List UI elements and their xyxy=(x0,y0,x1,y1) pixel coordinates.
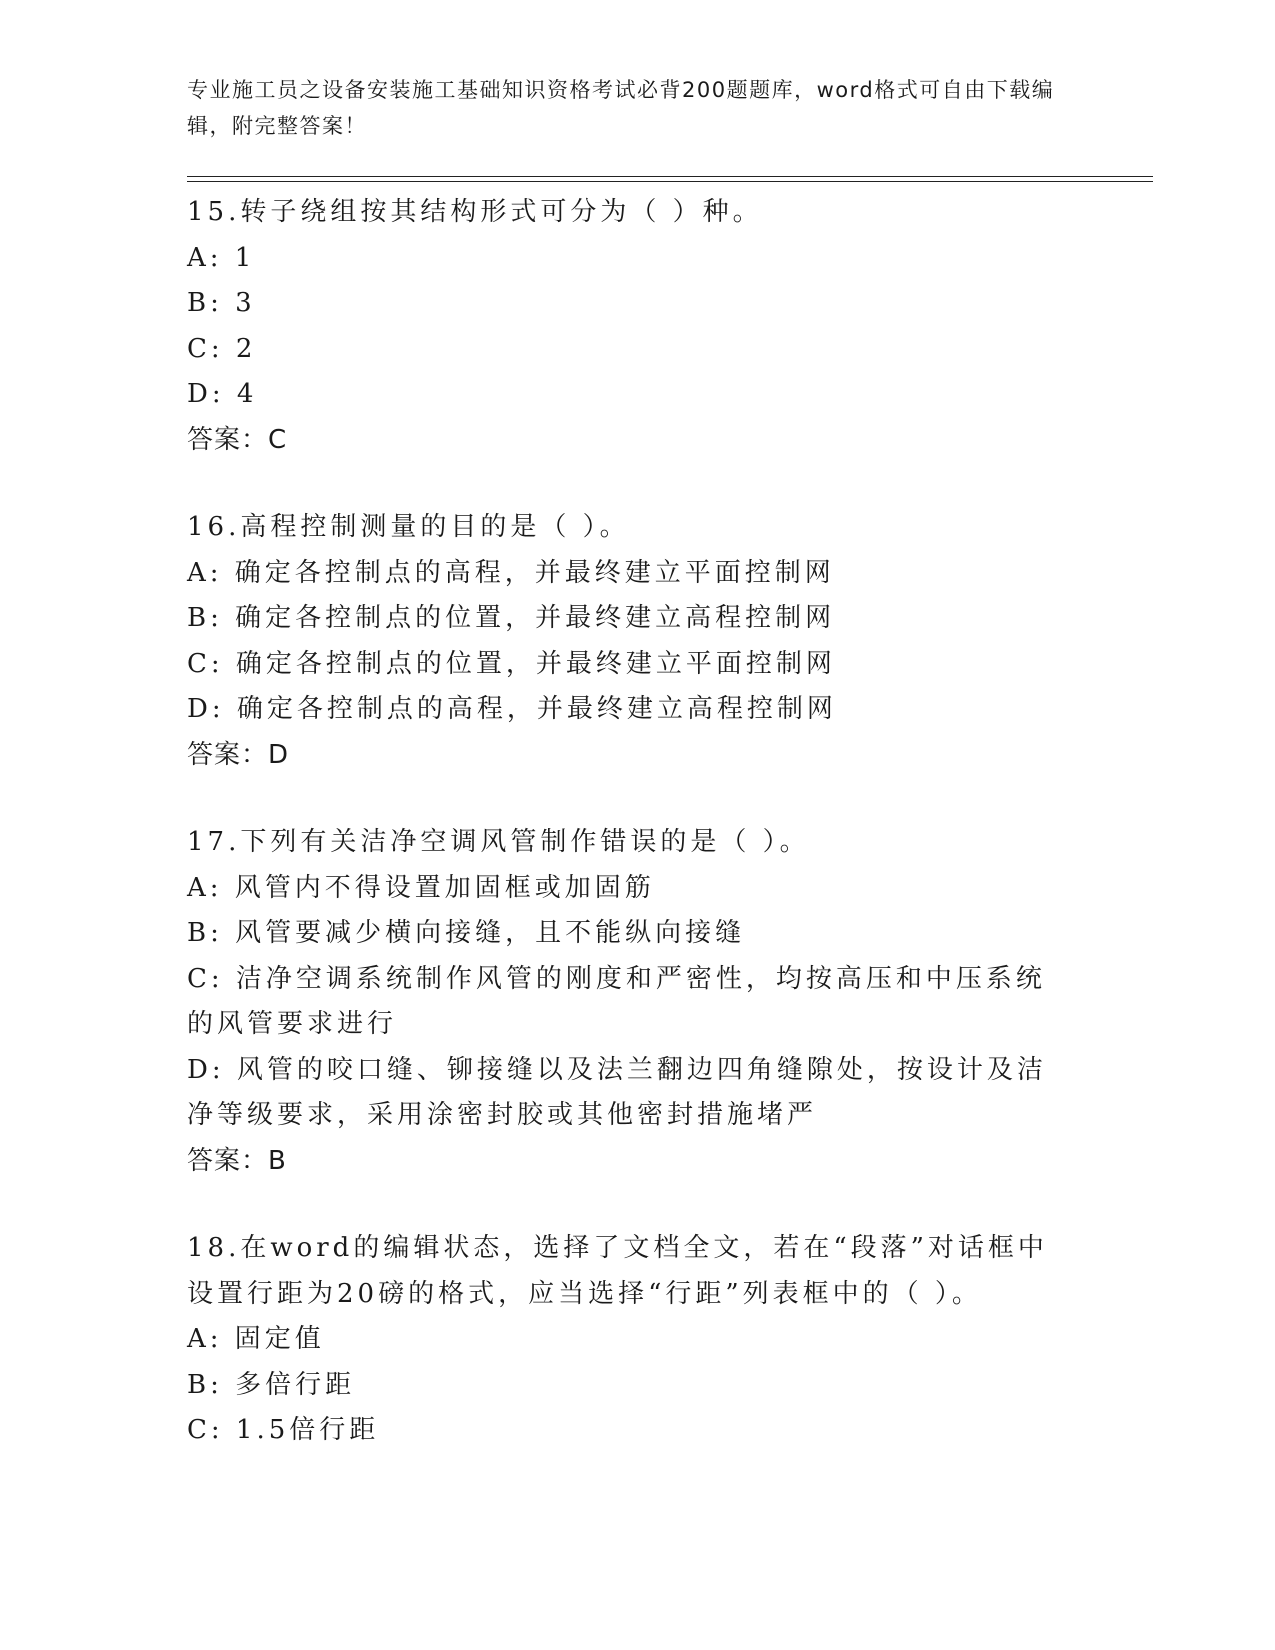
question-15 xyxy=(187,190,1067,463)
question-18 xyxy=(187,1226,1067,1454)
option-d: D: 4 xyxy=(187,379,258,409)
document-header: 专业施工员之设备安装施工基础知识资格考试必背200题题库，word格式可自由下载编辑，附完整答案！ xyxy=(187,78,1055,138)
question-stem: 18.在word的编辑状态，选择了文档全文，若在“段落”对话框中设置行距为20磅的格式，应当选择“行距”列表框中的（ ）。 xyxy=(187,1233,1048,1309)
option-d: D: 风管的咬口缝、铆接缝以及法兰翻边四角缝隙处，按设计及洁净等级要求，采用涂密封胶或其他密封措施堵严 xyxy=(187,1054,1047,1130)
question-16 xyxy=(187,505,1067,778)
answer-label: 答案：B xyxy=(187,1145,287,1176)
option-c: C: 确定各控制点的位置，并最终建立平面控制网 xyxy=(187,648,836,679)
option-c: C: 1.5倍行距 xyxy=(187,1415,380,1445)
answer-label: 答案：C xyxy=(187,424,288,455)
header-divider-bottom xyxy=(187,181,1153,182)
option-b: B: 多倍行距 xyxy=(187,1369,356,1400)
answer-label: 答案：D xyxy=(187,739,290,770)
option-a: A: 1 xyxy=(187,242,256,273)
option-b: B: 风管要减少横向接缝，且不能纵向接缝 xyxy=(187,918,746,948)
option-c: C: 2 xyxy=(187,333,257,364)
option-a: A: 确定各控制点的高程，并最终建立平面控制网 xyxy=(187,557,835,588)
question-stem: 16.高程控制测量的目的是（ ）。 xyxy=(187,512,630,542)
header-divider-top xyxy=(187,176,1153,177)
option-b: B: 3 xyxy=(187,288,256,318)
option-a: A: 固定值 xyxy=(187,1324,325,1354)
option-c: C: 洁净空调系统制作风管的刚度和严密性，均按高压和中压系统的风管要求进行 xyxy=(187,963,1046,1039)
question-list xyxy=(187,190,1067,1496)
option-b: B: 确定各控制点的位置，并最终建立高程控制网 xyxy=(187,603,836,633)
option-d: D: 确定各控制点的高程，并最终建立高程控制网 xyxy=(187,694,837,724)
question-stem: 17.下列有关洁净空调风管制作错误的是（ ）。 xyxy=(187,827,810,857)
question-17 xyxy=(187,820,1067,1184)
question-stem: 15.转子绕组按其结构形式可分为（ ）种。 xyxy=(187,197,763,227)
option-a: A: 风管内不得设置加固框或加固筋 xyxy=(187,872,655,903)
